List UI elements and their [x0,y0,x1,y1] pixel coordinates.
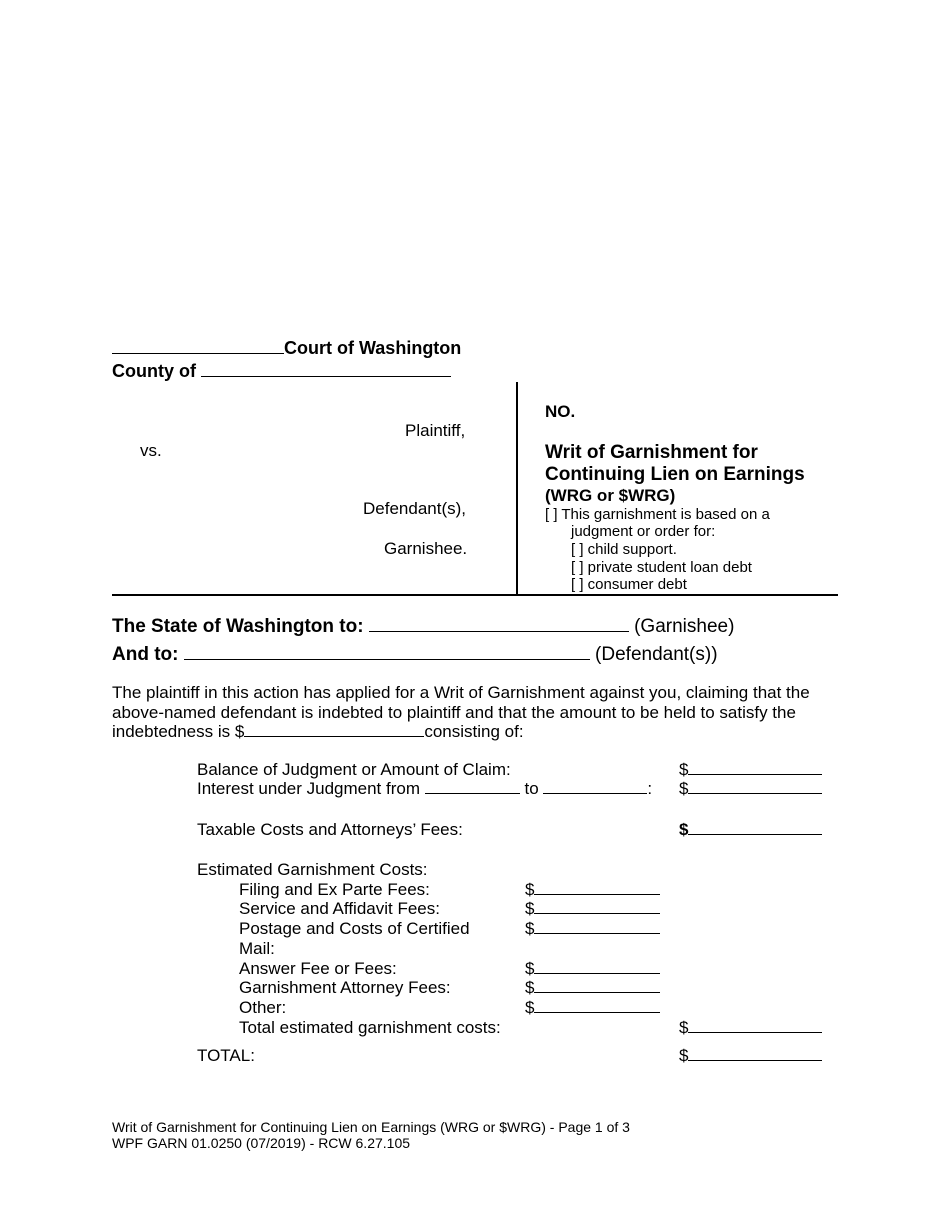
intro-line-2: above-named defendant is indebted to plaintiff and that the amount to be held to satisfy the [112,703,796,722]
caption-divider-horizontal [112,594,838,596]
balance-label: Balance of Judgment or Amount of Claim: [197,760,511,779]
other-label: Other: [239,998,287,1017]
attorney-fees-amount [525,978,660,998]
postage-amount-blank[interactable] [534,933,660,934]
dollar-sign: $ [525,880,535,899]
dollar-sign: $ [679,1018,689,1037]
vs-label: vs. [140,441,162,460]
dollar-sign: $ [679,760,689,779]
total-estimated-amount-blank[interactable] [688,1032,822,1033]
postage-label-line2: Mail: [239,939,275,958]
footer-line-2: WPF GARN 01.0250 (07/2019) - RCW 6.27.105 [112,1135,411,1151]
footer-line-1: Writ of Garnishment for Continuing Lien on Earnings (WRG or $WRG) - Page 1 of 3 [112,1119,630,1135]
document-subtitle: (WRG or $WRG) [545,486,676,505]
balance-amount-blank[interactable] [688,774,822,775]
intro-line-3 [112,722,524,742]
dollar-sign: $ [679,779,689,798]
state-to-line [112,616,734,638]
garnishee-name-blank[interactable] [369,631,629,632]
court-heading [112,338,461,359]
balance-amount [679,760,822,780]
filing-amount-blank[interactable] [534,894,660,895]
and-to-line [112,644,718,666]
dollar-sign: $ [525,998,535,1017]
interest-amount [679,779,822,799]
option-child-support[interactable]: [ ] child support. [571,541,677,558]
dollar-sign: $ [525,919,535,938]
basis-text: judgment or order for: [571,523,716,540]
court-suffix: Court of Washington [284,338,462,358]
defendant-tag: (Defendant(s)) [595,644,718,665]
indebtedness-amount-blank[interactable] [244,736,424,737]
answer-fee-amount [525,959,660,979]
attorney-fees-amount-blank[interactable] [534,992,660,993]
garnishee-label: Garnishee. [384,539,468,558]
interest-from-date-blank[interactable] [425,793,520,794]
court-name-blank[interactable] [112,353,284,354]
postage-label-line1: Postage and Costs of Certified [239,919,470,938]
other-amount [525,998,660,1018]
taxable-amount-blank[interactable] [688,834,822,835]
county-blank[interactable] [201,376,451,377]
answer-fee-amount-blank[interactable] [534,973,660,974]
state-to-label: The State of Washington to: [112,616,364,637]
document-title-line1: Writ of Garnishment for [545,442,758,463]
option-student-loan[interactable]: [ ] private student loan debt [571,559,752,576]
total-label: TOTAL: [197,1046,255,1065]
defendant-label: Defendant(s), [363,499,466,518]
document-title-line2: Continuing Lien on Earnings [545,464,805,485]
basis-checkbox[interactable]: [ ] This garnishment is based on a [545,506,770,523]
defendant-name-blank[interactable] [184,659,590,660]
county-label: County of [112,361,196,381]
taxable-amount [679,820,822,840]
service-amount [525,899,660,919]
total-amount-blank[interactable] [688,1060,822,1061]
filing-label: Filing and Ex Parte Fees: [239,880,430,899]
estimated-costs-label: Estimated Garnishment Costs: [197,860,428,879]
option-consumer-debt[interactable]: [ ] consumer debt [571,576,687,593]
county-heading [112,361,451,382]
dollar-sign: $ [525,978,535,997]
intro-line-1: The plaintiff in this action has applied for a Writ of Garnishment against you, claiming that the [112,683,810,702]
total-estimated-label: Total estimated garnishment costs: [239,1018,501,1037]
interest-amount-blank[interactable] [688,793,822,794]
case-number-label: NO. [545,402,576,421]
garnishee-tag: (Garnishee) [634,616,735,637]
interest-to-date-blank[interactable] [543,793,647,794]
caption-divider-vertical [516,382,518,596]
attorney-fees-label: Garnishment Attorney Fees: [239,978,451,997]
dollar-sign: $ [679,820,689,839]
total-estimated-amount [679,1018,822,1038]
service-amount-blank[interactable] [534,913,660,914]
filing-amount [525,880,660,900]
interest-line [197,779,652,799]
dollar-sign: $ [679,1046,689,1065]
postage-amount [525,919,660,939]
and-to-label: And to: [112,644,179,665]
indebtedness-label: indebtedness is $ [112,722,245,741]
consisting-of-label: consisting of: [424,722,524,741]
dollar-sign: $ [525,959,535,978]
taxable-label: Taxable Costs and Attorneys’ Fees: [197,820,463,839]
answer-fee-label: Answer Fee or Fees: [239,959,397,978]
other-amount-blank[interactable] [534,1012,660,1013]
dollar-sign: $ [525,899,535,918]
service-label: Service and Affidavit Fees: [239,899,440,918]
interest-colon: : [647,779,653,798]
total-amount [679,1046,822,1066]
interest-to-label: to [524,779,539,798]
plaintiff-label: Plaintiff, [405,421,466,440]
interest-label: Interest under Judgment from [197,779,421,798]
